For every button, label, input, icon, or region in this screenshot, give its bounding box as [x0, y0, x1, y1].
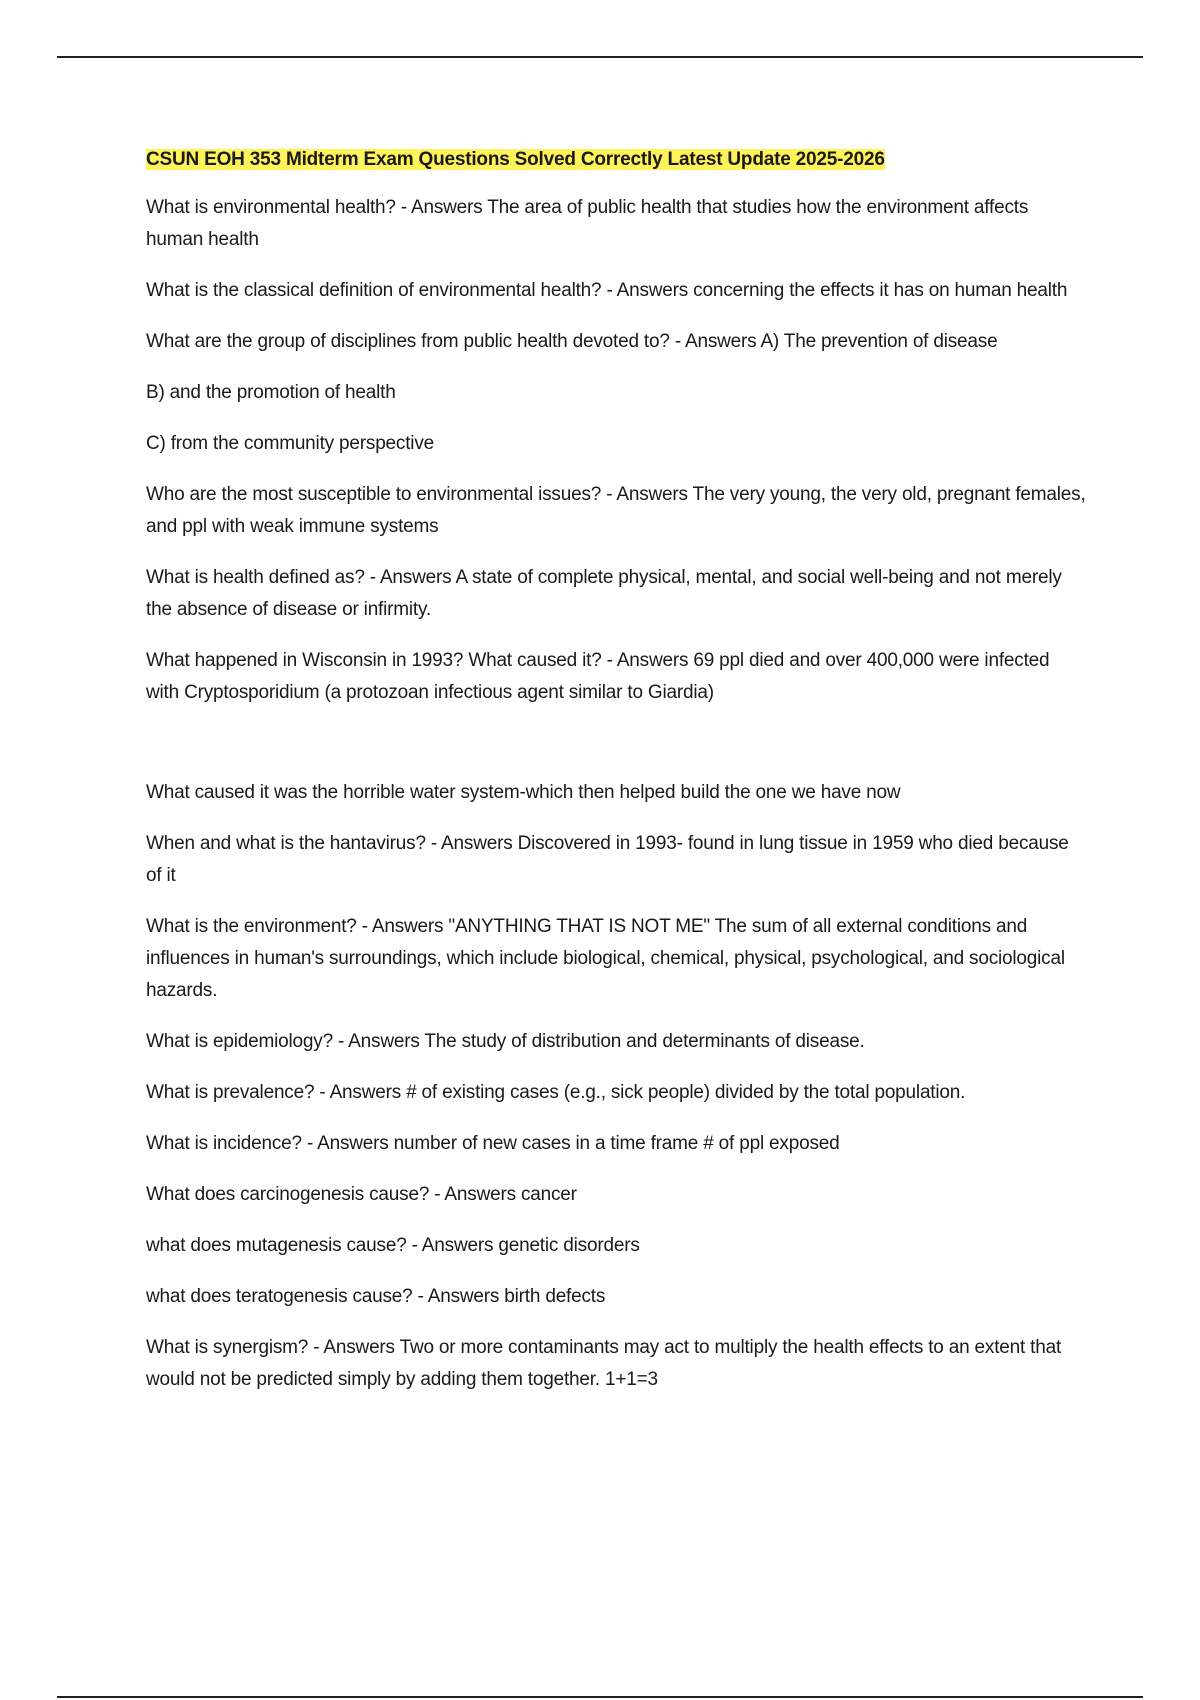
qa-paragraph: what does mutagenesis cause? - Answers genetic disorders — [146, 1235, 640, 1256]
top-divider — [57, 56, 1143, 58]
qa-paragraph: What is prevalence? - Answers # of existing cases (e.g., sick people) divided by the total population. — [146, 1082, 966, 1103]
qa-paragraph: What are the group of disciplines from public health devoted to? - Answers A) The prevention of disease — [146, 331, 998, 352]
title-block — [146, 144, 1086, 176]
qa-paragraph: what does teratogenesis cause? - Answers birth defects — [146, 1286, 606, 1307]
qa-paragraph: What happened in Wisconsin in 1993? What caused it? - Answers 69 ppl died and over 400,000 were infected with Cryptosporidium (a protozoan infectious agent similar to Giardia) — [146, 650, 1050, 703]
qa-paragraph: What is the environment? - Answers "ANYTHING THAT IS NOT ME" The sum of all external conditions and influences in human's surroundings, which include biological, chemical, physical, psychological, and sociological hazards. — [146, 916, 1065, 1001]
qa-paragraph: What is the classical definition of environmental health? - Answers concerning the effects it has on human health — [146, 280, 1068, 301]
qa-paragraph: B) and the promotion of health — [146, 382, 396, 403]
qa-paragraph: What is synergism? - Answers Two or more contaminants may act to multiply the health effects to an extent that would not be predicted simply by adding them together. 1+1=3 — [146, 1337, 1062, 1390]
qa-paragraph: C) from the community perspective — [146, 433, 434, 454]
document-body — [146, 144, 1086, 1415]
qa-paragraph: What does carcinogenesis cause? - Answers cancer — [146, 1184, 577, 1205]
qa-paragraph: What is incidence? - Answers number of new cases in a time frame # of ppl exposed — [146, 1133, 840, 1154]
qa-paragraph: What caused it was the horrible water system-which then helped build the one we have now — [146, 782, 901, 803]
qa-paragraph: What is health defined as? - Answers A state of complete physical, mental, and social well-being and not merely the absence of disease or infirmity. — [146, 567, 1062, 620]
qa-paragraph: What is environmental health? - Answers The area of public health that studies how the environment affects human health — [146, 197, 1029, 250]
qa-paragraph: When and what is the hantavirus? - Answers Discovered in 1993- found in lung tissue in 1959 who died because of it — [146, 833, 1069, 886]
bottom-divider — [57, 1696, 1143, 1698]
qa-paragraph: Who are the most susceptible to environmental issues? - Answers The very young, the very old, pregnant females, and ppl with weak immune systems — [146, 484, 1086, 537]
document-title: CSUN EOH 353 Midterm Exam Questions Solved Correctly Latest Update 2025-2026 — [146, 149, 885, 170]
qa-paragraph: What is epidemiology? - Answers The study of distribution and determinants of disease. — [146, 1031, 865, 1052]
